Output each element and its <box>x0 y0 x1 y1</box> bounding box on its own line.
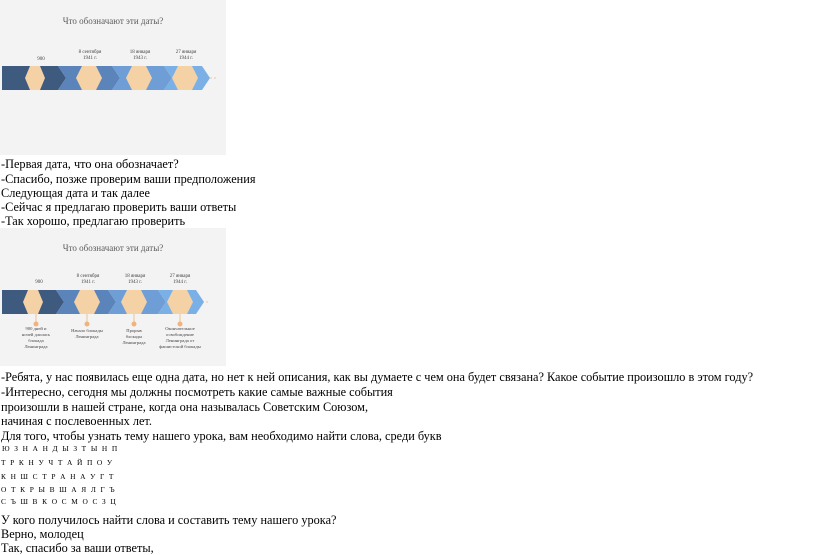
paragraph-line: -Спасибо, позже проверим ваши предположения <box>1 172 256 186</box>
letter-grid-row: О Т К Р Ы В Ш А Я Л Г Ъ <box>1 485 117 494</box>
letter-grid-row: Ю З Н А Н Д Ы З Т Ы Н П <box>2 444 119 453</box>
date-label-27-jan-1944: 27 января 1944 г. <box>175 50 197 61</box>
slide-title: Что обозначают эти даты? <box>62 16 164 26</box>
timeline-pin <box>132 322 137 327</box>
timeline-slide-1 <box>0 0 226 155</box>
date-label-900: 900 <box>37 57 45 62</box>
event-description: 900 дней и ночей длилась блокада Ленинграда <box>21 326 51 349</box>
slide-title: Что обозначают эти даты? <box>62 243 164 253</box>
paragraph-line: -Интересно, сегодня мы должны посмотреть какие самые важные события <box>1 385 393 399</box>
timeline-graphic <box>0 0 226 155</box>
event-description: Начало блокады Ленинграда <box>71 328 103 339</box>
date-label-18-jan-1943: 18 января 1943 г. <box>124 274 146 285</box>
paragraph-line: -Ребята, у нас появилась еще одна дата, но нет к ней описания, как вы думаете с чем она будет связана? Какое событие произошло в этом году? <box>1 370 754 384</box>
date-label-8-sept-1941: 8 сентября 1941 г. <box>76 274 100 285</box>
paragraph-line: начиная с послевоенных лет. <box>1 414 152 428</box>
paragraph-line: -Сейчас я предлагаю проверить ваши ответы <box>1 200 237 214</box>
timeline-pin <box>85 322 90 327</box>
letter-grid-row: К Н Ш С Т Р А Н А У Г Т <box>1 472 115 481</box>
paragraph-line: произошли в нашей стране, когда она называлась Советским Союзом, <box>1 400 369 414</box>
letter-grid-row: С Ъ Ш В К О С М О С З Ц <box>1 497 118 506</box>
paragraph-line: Следующая дата и так далее <box>1 186 150 200</box>
paragraph-line: Верно, молодец <box>1 527 84 541</box>
paragraph-line: -Так хорошо, предлагаю проверить <box>1 214 186 228</box>
date-label-18-jan-1943: 18 января 1943 г. <box>129 50 151 61</box>
date-label-27-jan-1944: 27 января 1944 г. <box>169 274 191 285</box>
event-description: Окончательное освобождение Ленинграда от фашистской блокады <box>159 326 201 349</box>
timeline-slide-2 <box>0 228 226 366</box>
paragraph-line: У кого получилось найти слова и составить тему нашего урока? <box>1 513 337 527</box>
date-label-900: 900 <box>35 280 43 285</box>
paragraph-line: Для того, чтобы узнать тему нашего урока, вам необходимо найти слова, среди букв <box>1 429 442 443</box>
letter-grid-row: Т Р К Н У Ч Т А Й П О У <box>1 458 114 467</box>
event-description: Прорыв блокады Ленинграда <box>122 328 146 345</box>
paragraph-line: Так, спасибо за ваши ответы, <box>1 541 154 555</box>
paragraph-line: -Первая дата, что она обозначает? <box>1 157 179 171</box>
date-label-8-sept-1941: 8 сентября 1941 г. <box>78 50 102 61</box>
